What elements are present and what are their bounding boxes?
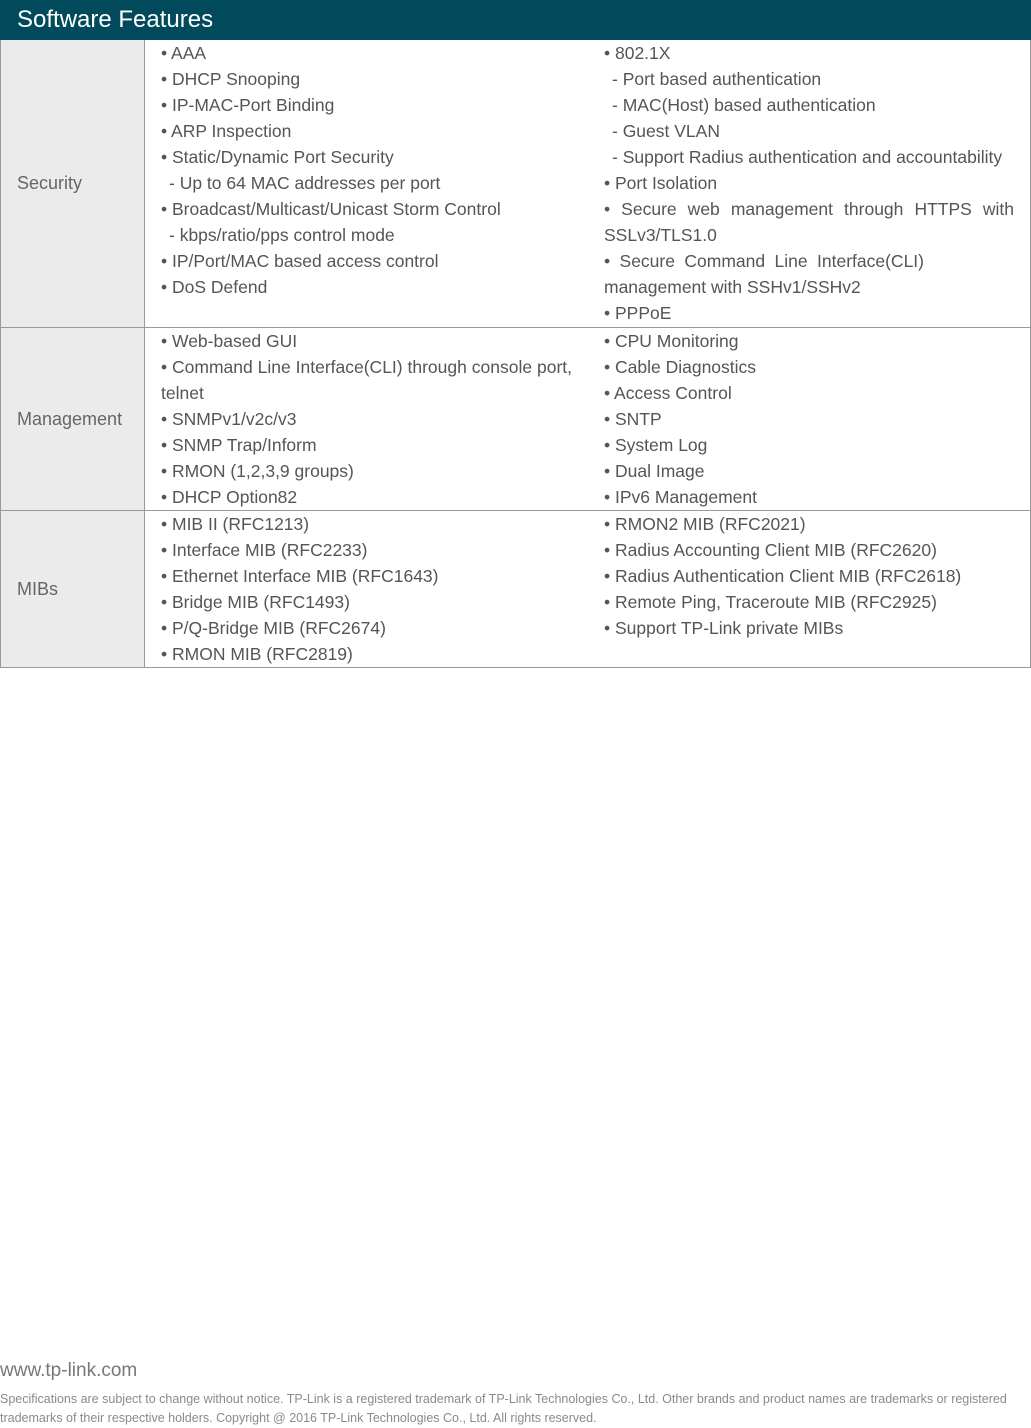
feature-item: • SNTP	[604, 409, 662, 429]
feature-item: • Cable Diagnostics	[604, 357, 757, 377]
feature-item: • Radius Accounting Client MIB (RFC2620)	[604, 540, 937, 560]
feature-item: • Web-based GUI	[161, 331, 298, 351]
website-link[interactable]: www.tp-link.com	[0, 1360, 138, 1381]
feature-item: • DHCP Snooping	[161, 69, 301, 89]
feature-item: • SNMPv1/v2c/v3	[161, 409, 297, 429]
feature-item: • IP/Port/MAC based access control	[161, 251, 439, 271]
feature-sub-item: - Support Radius authentication and accountability	[612, 147, 1003, 167]
feature-column-left	[145, 511, 588, 667]
feature-item: • P/Q-Bridge MIB (RFC2674)	[161, 618, 386, 638]
feature-item: • IPv6 Management	[604, 487, 758, 507]
feature-item: • CPU Monitoring	[604, 331, 739, 351]
feature-item: • MIB II (RFC1213)	[161, 514, 310, 534]
feature-item: • System Log	[604, 435, 708, 455]
feature-sub-item: - Up to 64 MAC addresses per port	[169, 173, 441, 193]
feature-item: • Support TP-Link private MIBs	[604, 618, 844, 638]
row-label-mibs: MIBs	[1, 511, 145, 667]
feature-column-left	[145, 328, 588, 510]
feature-column-right	[588, 40, 1030, 327]
table-row-management	[0, 328, 1031, 511]
feature-item: • 802.1X	[604, 43, 671, 63]
feature-item: • Radius Authentication Client MIB (RFC2618)	[604, 566, 962, 586]
feature-column-left	[145, 40, 588, 327]
feature-item: • Secure web management through HTTPS with SSLv3/TLS1.0	[604, 199, 1014, 245]
feature-item: • Command Line Interface(CLI) through console port, telnet	[161, 357, 572, 403]
feature-item: • ARP Inspection	[161, 121, 292, 141]
feature-item: • PPPoE	[604, 303, 672, 323]
feature-item: • AAA	[161, 43, 207, 63]
feature-item: • Ethernet Interface MIB (RFC1643)	[161, 566, 439, 586]
row-label-management: Management	[1, 328, 145, 510]
feature-item: • DoS Defend	[161, 277, 268, 297]
feature-sub-item: - Port based authentication	[612, 69, 822, 89]
feature-item: • DHCP Option82	[161, 487, 298, 507]
feature-item: • Bridge MIB (RFC1493)	[161, 592, 350, 612]
row-label-security: Security	[1, 40, 145, 327]
feature-item: • Remote Ping, Traceroute MIB (RFC2925)	[604, 592, 937, 612]
feature-item: • Interface MIB (RFC2233)	[161, 540, 368, 560]
feature-item: • Broadcast/Multicast/Unicast Storm Control	[161, 199, 501, 219]
table-row-security	[0, 40, 1031, 328]
feature-item: • Secure Command Line Interface(CLI) management with SSHv1/SSHv2	[604, 251, 924, 297]
feature-item: • SNMP Trap/Inform	[161, 435, 317, 455]
feature-item: • RMON (1,2,3,9 groups)	[161, 461, 354, 481]
feature-column-right	[588, 328, 1030, 510]
legal-disclaimer: Specifications are subject to change without notice. TP-Link is a registered trademark of TP-Link Technologies Co., Ltd. Other brands and product names are trademarks or registered trademarks of their respective holders. Copyright @ 2016 TP-Link Technologies Co., Ltd. All rights reserved.	[0, 1392, 1007, 1425]
section-header	[0, 0, 1031, 40]
feature-item: • Port Isolation	[604, 173, 718, 193]
feature-item: • Access Control	[604, 383, 732, 403]
feature-item: • RMON MIB (RFC2819)	[161, 644, 353, 664]
table-row-mibs	[0, 511, 1031, 668]
feature-column-right	[588, 511, 1030, 667]
feature-item: • IP-MAC-Port Binding	[161, 95, 335, 115]
feature-sub-item: - kbps/ratio/pps control mode	[169, 225, 395, 245]
section-title: Software Features	[17, 6, 214, 33]
feature-item: • Dual Image	[604, 461, 705, 481]
feature-sub-item: - MAC(Host) based authentication	[612, 95, 876, 115]
software-features-table	[0, 40, 1031, 668]
feature-sub-item: - Guest VLAN	[612, 121, 720, 141]
feature-item: • RMON2 MIB (RFC2021)	[604, 514, 806, 534]
feature-item: • Static/Dynamic Port Security	[161, 147, 394, 167]
